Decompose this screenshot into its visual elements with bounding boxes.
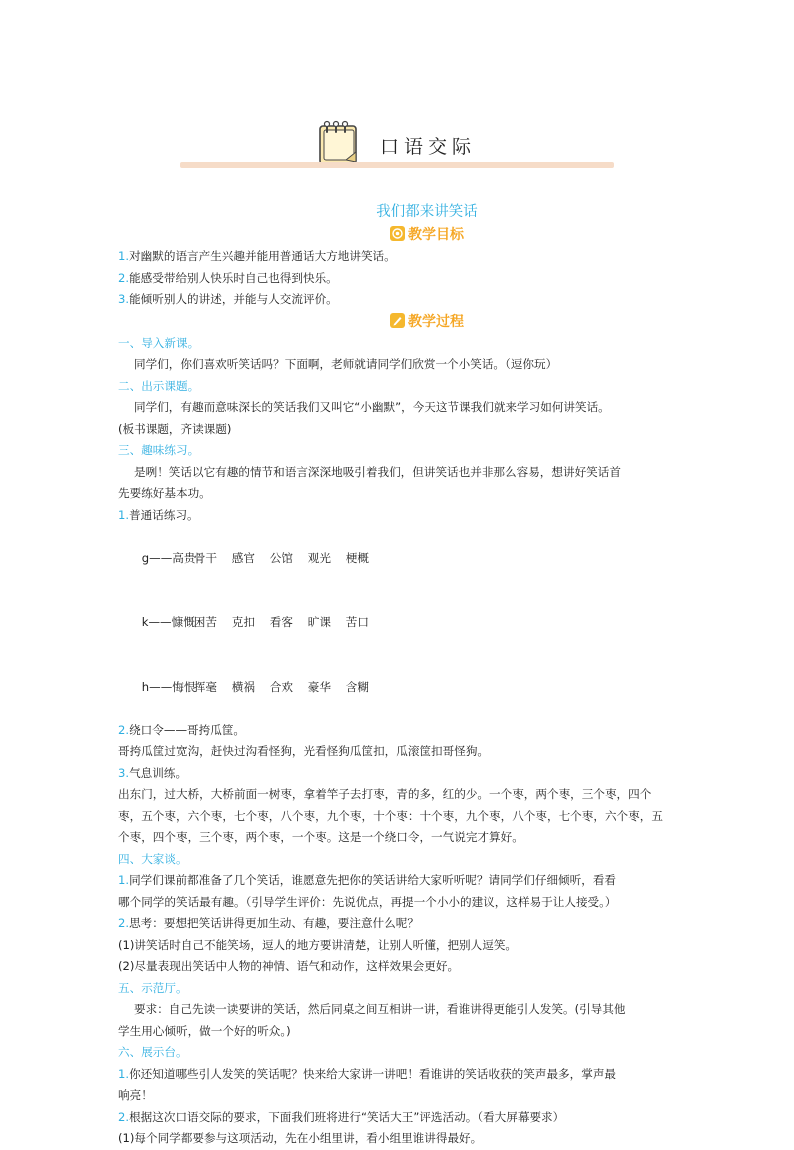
- lesson-content: [118, 200, 678, 1150]
- target-icon: [390, 226, 405, 241]
- showcase-item: 2.根据这次口语交际的要求，下面我们班将进行“笑话大王”评选活动。（看大屏幕要求）: [118, 1109, 565, 1124]
- step-title: 六、展示台。: [118, 1045, 188, 1059]
- lesson-title: 我们都来讲笑话: [376, 204, 478, 220]
- showcase-item: (1)每个同学都要参与这项活动，先在小组里讲，看小组里谁讲得最好。: [118, 1131, 483, 1145]
- goal-item: 3.能倾听别人的讲述，并能与人交流评价。: [118, 292, 338, 306]
- step-title: 三、趣味练习。: [118, 443, 200, 457]
- pinyin-row: h——悔恨挥毫 横祸 合欢 豪华 含糊: [141, 679, 369, 694]
- discussion-item: 哪个同学的笑话最有趣。（引导学生评价：先说优点，再提一个小小的建议，这样易于让人接受。）: [118, 894, 617, 909]
- step-body: 同学们，你们喜欢听笑话吗？下面啊，老师就请同学们欣赏一个小笑话。（逗你玩）: [134, 357, 558, 371]
- step-body: 要求：自己先读一读要讲的笑话，然后同桌之间互相讲一讲，看谁讲得更能引人发笑。(引导其他: [134, 1002, 626, 1016]
- step-title: 二、出示课题。: [118, 378, 200, 393]
- practice-title: 3.气息训练。: [118, 765, 188, 780]
- showcase-item: 响亮！: [118, 1088, 153, 1102]
- breath-text: 枣，五个枣，六个枣，七个枣，八个枣，九个枣，十个枣：十个枣，九个枣，八个枣，七个枣，六个枣，五: [118, 808, 663, 823]
- step-body: 是咧！笑话以它有趣的情节和语言深深地吸引着我们，但讲笑话也并非那么容易，想讲好笑话首: [134, 464, 621, 479]
- pencil-icon: [390, 313, 405, 328]
- goal-item: 2.能感受带给别人快乐时自己也得到快乐。: [118, 270, 338, 285]
- step-body: (板书课题，齐读课题): [118, 421, 232, 436]
- step-body: 同学们，有趣而意味深长的笑话我们又叫它“小幽默”，今天这节课我们就来学习如何讲笑话。: [134, 400, 610, 414]
- discussion-item: (1)讲笑话时自己不能笑场，逗人的地方要讲清楚，让别人听懂，把别人逗笑。: [118, 937, 518, 952]
- discussion-item: 2.思考：要想把笑话讲得更加生动、有趣，要注意什么呢？: [118, 916, 419, 930]
- breath-text: 个枣，四个枣，三个枣，两个枣，一个枣。这是一个绕口令，一气说完才算好。: [118, 830, 524, 844]
- breath-text: 出东门，过大桥，大桥前面一树枣，拿着竿子去打枣，青的多，红的少。一个枣，两个枣，三个枣，四个: [118, 787, 652, 801]
- step-title: 一、导入新课。: [118, 335, 200, 350]
- discussion-item: (2)尽量表现出笑话中人物的神情、语气和动作，这样效果会更好。: [118, 959, 460, 973]
- step-title: 五、示范厅。: [118, 980, 188, 995]
- header-divider: [180, 162, 614, 168]
- notepad-icon: [316, 118, 362, 168]
- step-title: 四、大家谈。: [118, 851, 188, 866]
- goal-item: 1.对幽默的语言产生兴趣并能用普通话大方地讲笑话。: [118, 249, 396, 263]
- header-title: 口语交际: [380, 136, 477, 158]
- showcase-item: 1.你还知道哪些引人发笑的笑话呢？快来给大家讲一讲吧！看谁讲的笑话收获的笑声最多，掌声最: [118, 1066, 617, 1081]
- page-header: [180, 118, 614, 172]
- pinyin-row: k——慷慨困苦 克扣 看客 旷课 苦口: [141, 615, 369, 629]
- step-body: 学生用心倾听，做一个好的听众。): [118, 1023, 291, 1038]
- goals-heading: [176, 224, 678, 246]
- pinyin-row: g——高贵骨干 感官 公馆 观光 梗概: [141, 550, 369, 565]
- discussion-item: 1.同学们课前都准备了几个笑话，谁愿意先把你的笑话讲给大家听听呢？请同学们仔细倾听，看看: [118, 873, 617, 887]
- tongue-twister: 哥挎瓜筐过宽沟，赶快过沟看怪狗，光看怪狗瓜筐扣，瓜滚筐扣哥怪狗。: [118, 744, 490, 758]
- practice-title: 1.普通话练习。: [118, 507, 199, 522]
- practice-title: 2.绕口令——哥挎瓜筐。: [118, 722, 246, 737]
- step-body: 先要练好基本功。: [118, 486, 211, 500]
- process-heading: [176, 311, 678, 333]
- process-heading-text: 教学过程: [408, 313, 464, 330]
- goals-heading-text: 教学目标: [408, 227, 464, 243]
